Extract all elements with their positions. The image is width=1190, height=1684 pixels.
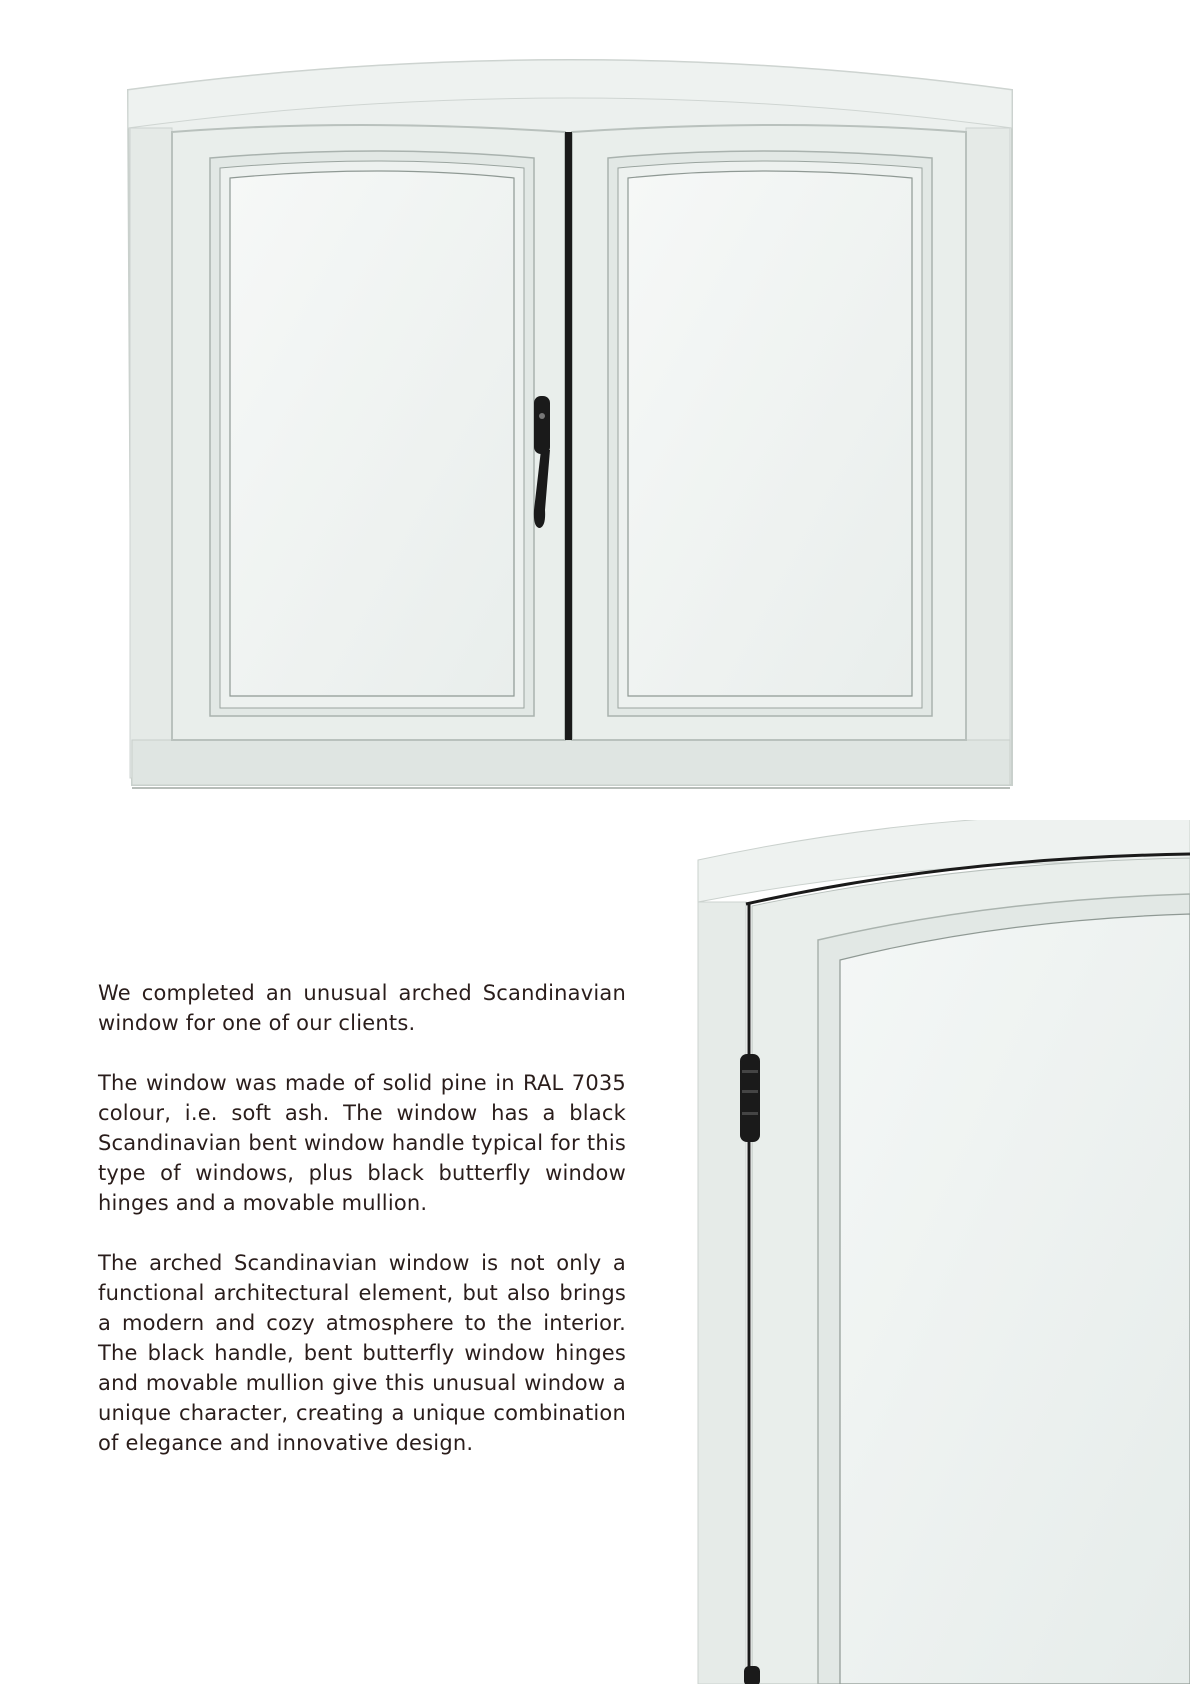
article-text (98, 978, 626, 1488)
arched-window-front-photo (120, 40, 1020, 800)
lower-hinge-icon (744, 1666, 760, 1684)
arched-window-detail-photo (690, 820, 1190, 1684)
article-paragraph-2: The window was made of solid pine in RAL 7035 colour, i.e. soft ash. The window has a black Scandinavian bent window handle typical for this type of windows, plus black butterfly window hinges and a movable mullion. (98, 1071, 626, 1215)
butterfly-hinge-icon (740, 1054, 760, 1142)
article-paragraph-3: The arched Scandinavian window is not only a functional architectural element, but also brings a modern and cozy atmosphere to the interior. The black handle, bent butterfly window hinges and movable mullion give this unusual window a unique character, creating a unique combination of elegance and innovative design. (98, 1251, 626, 1455)
article-paragraph-1: We completed an unusual arched Scandinavian window for one of our clients. (98, 981, 626, 1035)
